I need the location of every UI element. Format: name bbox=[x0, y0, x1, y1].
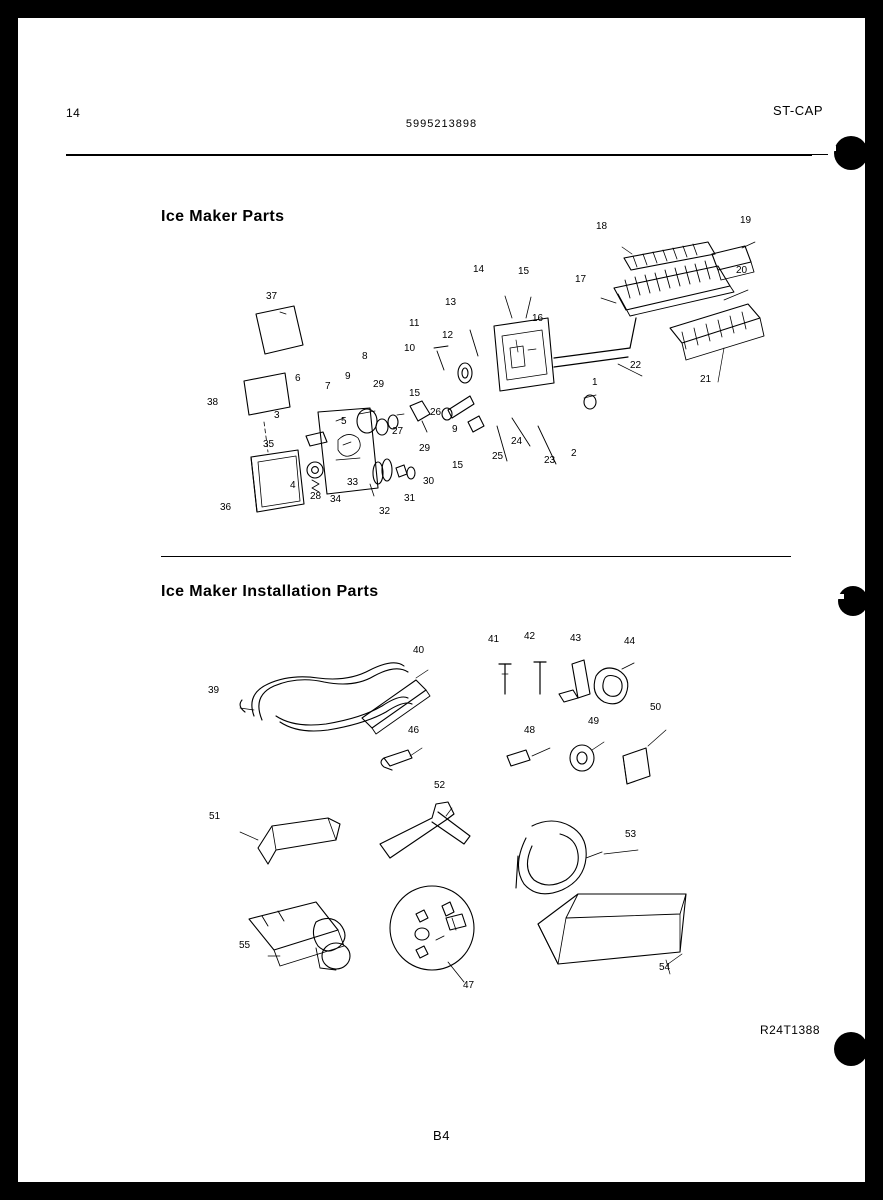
binder-hole-middle bbox=[838, 586, 868, 616]
callout-number-9-9: 9 bbox=[452, 424, 458, 435]
callout-number-35-38: 35 bbox=[263, 439, 275, 450]
callout-number-36-39: 36 bbox=[220, 502, 232, 513]
callout-number-48-8: 48 bbox=[524, 725, 536, 736]
callout-number-3-2: 3 bbox=[274, 410, 280, 421]
callout-number-28-30: 28 bbox=[310, 491, 322, 502]
binder-hole-bottom bbox=[834, 1032, 868, 1066]
callout-number-33-36: 33 bbox=[347, 477, 359, 488]
callout-number-43-4: 43 bbox=[570, 633, 582, 644]
callout-number-51-11: 51 bbox=[209, 811, 221, 822]
callout-number-14-14: 14 bbox=[473, 264, 485, 275]
callout-number-32-35: 32 bbox=[379, 506, 391, 517]
callout-number-54-14: 54 bbox=[659, 962, 671, 973]
callout-number-6-5: 6 bbox=[295, 373, 301, 384]
section-title-ice-maker-parts: Ice Maker Parts bbox=[161, 208, 285, 225]
callout-number-49-9: 49 bbox=[588, 716, 600, 727]
callout-number-17-19: 17 bbox=[575, 274, 587, 285]
callout-number-55-15: 55 bbox=[239, 940, 251, 951]
callout-number-40-1: 40 bbox=[413, 645, 425, 656]
callout-number-5-4: 5 bbox=[341, 416, 347, 427]
callout-number-41-2: 41 bbox=[488, 634, 500, 645]
callout-number-15-16: 15 bbox=[409, 388, 421, 399]
callout-number-44-5: 44 bbox=[624, 636, 636, 647]
callout-number-21-23: 21 bbox=[700, 374, 712, 385]
callout-number-42-3: 42 bbox=[524, 631, 536, 642]
callout-number-16-18: 16 bbox=[532, 313, 544, 324]
callout-number-15-17: 15 bbox=[452, 460, 464, 471]
header-rule-tail bbox=[808, 154, 828, 155]
callout-number-22-24: 22 bbox=[630, 360, 642, 371]
callout-number-20-22: 20 bbox=[736, 265, 748, 276]
manual-page bbox=[18, 18, 865, 1182]
footer-page-code: B4 bbox=[433, 1128, 450, 1143]
manual-code: ST-CAP bbox=[773, 103, 823, 118]
callout-number-47-7: 47 bbox=[463, 980, 475, 991]
section-title-installation-parts: Ice Maker Installation Parts bbox=[161, 583, 379, 600]
page-number: 14 bbox=[66, 106, 81, 120]
document-number: 5995213898 bbox=[405, 118, 478, 130]
callout-number-23-25: 23 bbox=[544, 455, 556, 466]
callout-number-1-0: 1 bbox=[592, 377, 598, 388]
callout-number-12-12: 12 bbox=[442, 330, 454, 341]
callout-number-27-29: 27 bbox=[392, 426, 404, 437]
callout-number-37-40: 37 bbox=[266, 291, 278, 302]
binder-notch-top bbox=[818, 146, 836, 151]
callout-number-34-37: 34 bbox=[330, 494, 342, 505]
callout-number-29-31: 29 bbox=[373, 379, 385, 390]
callout-number-11-11: 11 bbox=[409, 318, 420, 329]
binder-hole-top bbox=[834, 136, 868, 170]
callout-number-31-34: 31 bbox=[404, 493, 416, 504]
callout-number-26-28: 26 bbox=[430, 407, 442, 418]
callout-number-7-6: 7 bbox=[325, 381, 331, 392]
callout-number-18-20: 18 bbox=[596, 221, 608, 232]
callout-number-25-27: 25 bbox=[492, 451, 504, 462]
callout-number-50-10: 50 bbox=[650, 702, 662, 713]
callout-number-10-10: 10 bbox=[404, 343, 416, 354]
callout-number-38-41: 38 bbox=[207, 397, 219, 408]
exploded-parts-diagram bbox=[18, 18, 865, 1182]
callout-number-39-0: 39 bbox=[208, 685, 220, 696]
callout-number-52-12: 52 bbox=[434, 780, 446, 791]
callout-number-8-7: 8 bbox=[362, 351, 368, 362]
header-rule bbox=[66, 154, 812, 156]
callout-number-2-1: 2 bbox=[571, 448, 577, 459]
section-divider bbox=[161, 556, 791, 557]
callout-number-46-6: 46 bbox=[408, 725, 420, 736]
callout-number-13-13: 13 bbox=[445, 297, 457, 308]
callout-number-29-32: 29 bbox=[419, 443, 431, 454]
callout-number-30-33: 30 bbox=[423, 476, 435, 487]
callout-number-15-15: 15 bbox=[518, 266, 530, 277]
callout-number-24-26: 24 bbox=[511, 436, 523, 447]
callout-number-19-21: 19 bbox=[740, 215, 752, 226]
callout-number-9-8: 9 bbox=[345, 371, 351, 382]
drawing-reference: R24T1388 bbox=[759, 1023, 820, 1037]
binder-notch-middle bbox=[824, 594, 844, 599]
callout-number-53-13: 53 bbox=[625, 829, 637, 840]
callout-number-4-3: 4 bbox=[290, 480, 296, 491]
